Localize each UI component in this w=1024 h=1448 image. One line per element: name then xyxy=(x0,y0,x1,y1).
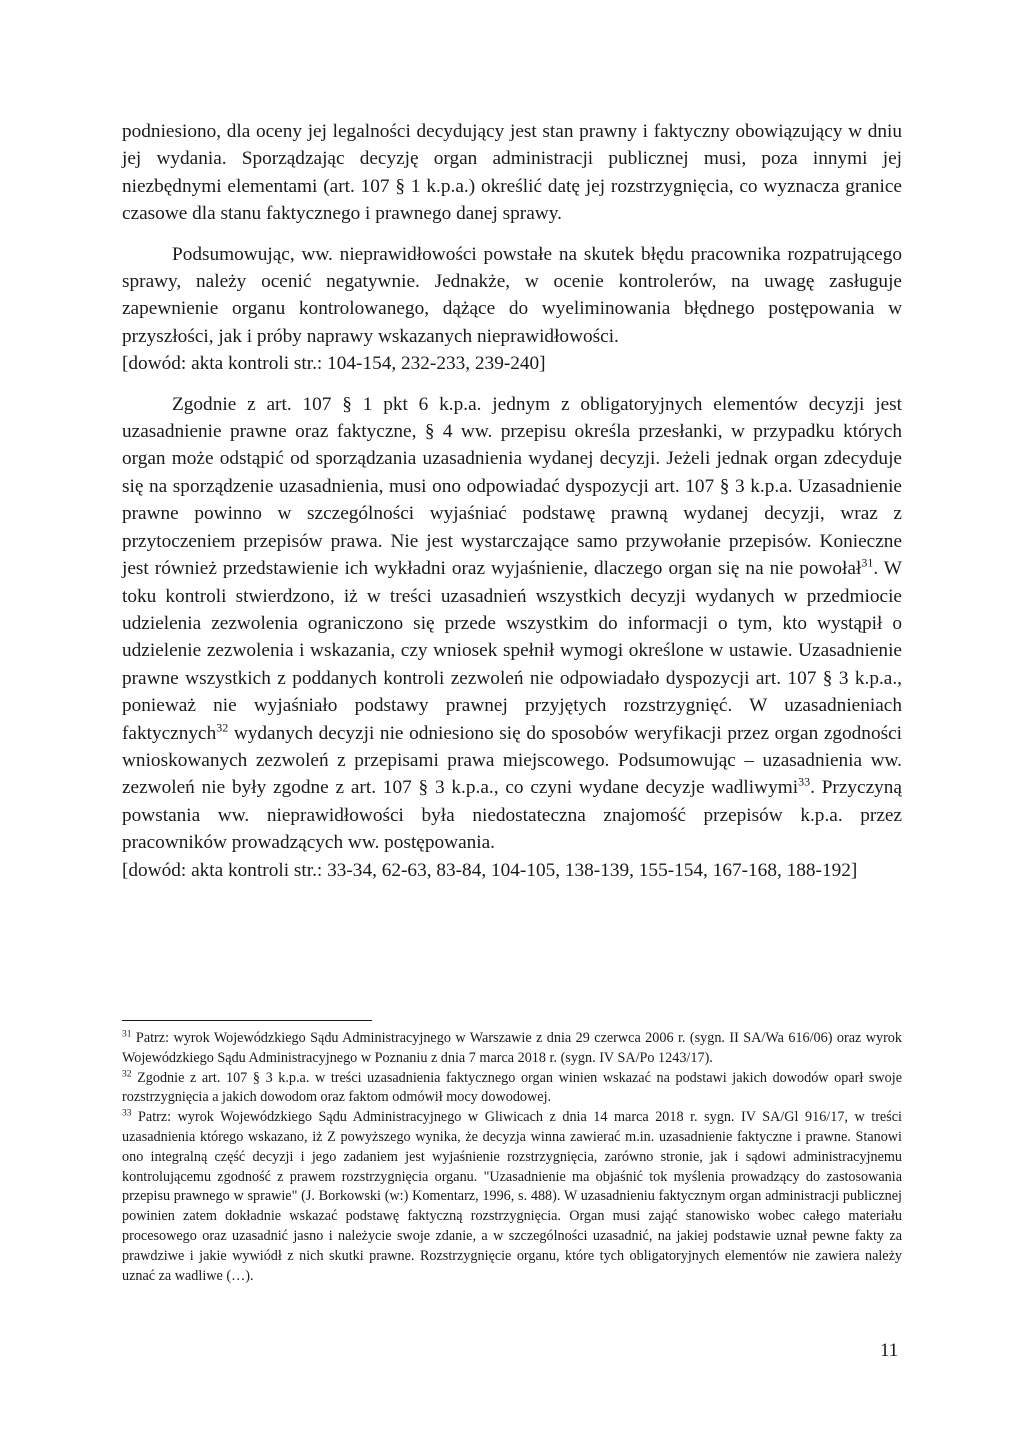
evidence-reference-2: [dowód: akta kontroli str.: 33-34, 62-63, 83-84, 104-105, 138-139, 155-154, 167-168, 188-192] xyxy=(122,859,858,881)
page-number: 11 xyxy=(880,1340,899,1361)
footnote-33-number: 33 xyxy=(122,1108,132,1119)
footnotes-section xyxy=(122,1020,902,1286)
paragraph-3 xyxy=(122,391,902,857)
footnote-32-number: 32 xyxy=(122,1068,132,1079)
footnote-ref-32[interactable]: 32 xyxy=(216,720,229,735)
footnote-32 xyxy=(122,1069,902,1109)
footnote-ref-33[interactable]: 33 xyxy=(798,774,811,789)
footnote-33-text: Patrz: wyrok Wojewódzkiego Sądu Administracyjnego w Gliwicach z dnia 14 marca 2018 r. sygn. IV SA/Gl 916/17, w treści uzasadnienia którego wskazano, iż Z powyższego wynika, że decyzja winna zawierać m.in. uzasadnienie faktyczne i prawne. Stanowi ono integralną część decyzji i jego zadaniem jest wyjaśnienie rozstrzygnięcia, zarówno stronie, jak i sądowi administracyjnemu kontrolującemu zgodność z prawem rozstrzygnięcia organu. "Uzasadnienie ma objaśnić tok myślenia prowadzący do zastosowania przepisu prawnego w sprawie" (J. Borkowski (w:) Komentarz, 1996, s. 488). W uzasadnieniu faktycznym organ administracji publicznej powinien zatem dokładnie wskazać podstawę faktyczną rozstrzygnięcia. Organ musi zająć stanowisko wobec całego materiału procesowego oraz uzasadnić jasno i należycie swoje zdanie, a w szczególności uzasadnić, na jakiej podstawie uznał pewne fakty za prawdziwe i jakie wywiódł z nich skutki prawne. Rozstrzygnięcie organu, które tych obligatoryjnych elementów nie zawiera należy uznać za wadliwe (…). xyxy=(122,1109,902,1284)
footnote-ref-31[interactable]: 31 xyxy=(861,555,874,570)
footnote-32-text: Zgodnie z art. 107 § 3 k.p.a. w treści uzasadnienia faktycznego organ winien wskazać na podstawi jakich dowodów oparł swoje rozstrzygnięcia a jakich dowodom oraz faktom odmówił mocy dowodowej. xyxy=(122,1069,902,1106)
footnote-31-text: Patrz: wyrok Wojewódzkiego Sądu Administracyjnego w Warszawie z dnia 29 czerwca 2006 r. (sygn. II SA/Wa 616/06) oraz wyrok Wojewódzkiego Sądu Administracyjnego w Poznaniu z dnia 7 marca 2018 r. (sygn. IV SA/Po 1243/17). xyxy=(122,1030,902,1066)
evidence-reference-1: [dowód: akta kontroli str.: 104-154, 232-233, 239-240] xyxy=(122,353,546,375)
paragraph-1: podniesiono, dla oceny jej legalności decydujący jest stan prawny i faktyczny obowiązujący w dniu jej wydania. Sporządzając decyzję organ administracji publicznej musi, poza innymi jej niezbędnymi elementami (art. 107 § 1 k.p.a.) określić datę jej rozstrzygnięcia, co wyznacza granice czasowe dla stanu faktycznego i prawnego danej sprawy. xyxy=(122,121,902,225)
footnote-31-number: 31 xyxy=(122,1029,132,1040)
paragraph-3-part-c: wydanych decyzji nie odniesiono się do sposobów weryfikacji przez organ zgodności wnioskowanych zezwoleń z przepisami prawa miejscowego. Podsumowując – uzasadnienia ww. zezwoleń nie były zgodne z art. 107 § 3 k.p.a., co czyni wydane decyzje wadliwymi xyxy=(122,722,902,799)
footnote-33 xyxy=(122,1108,902,1286)
footnote-31 xyxy=(122,1029,902,1069)
paragraph-3-part-d: . Przyczyną powstania ww. nieprawidłowości była niedostateczna znajomość przepisów k.p.a. przez pracowników prowadzących ww. postępowania. xyxy=(122,777,902,854)
document-body xyxy=(122,118,902,884)
footnote-separator xyxy=(122,1020,372,1021)
paragraph-3-part-b: . W toku kontroli stwierdzono, iż w treści uzasadnień wszystkich decyzji wydanych w przedmiocie udzielenia zezwolenia ograniczono się przede wszystkim do informacji o tym, kto wystąpił o udzielenie zezwolenia i wskazania, czy wniosek spełnił wymogi określone w ustawie. Uzasadnienie prawne wszystkich z poddanych kontroli zezwoleń nie odpowiadało dyspozycji art. 107 § 3 k.p.a., ponieważ nie wyjaśniało podstawy prawnej przyjętych rozstrzygnięć. W uzasadnieniach faktycznych xyxy=(122,558,903,744)
paragraph-3-part-a: Zgodnie z art. 107 § 1 pkt 6 k.p.a. jednym z obligatoryjnych elementów decyzji jest uzasadnienie prawne oraz faktyczne, § 4 ww. przepisu określa przesłanki, w przypadku których organ może odstąpić od sporządzania uzasadnienia wydanej decyzji. Jeżeli jednak organ zdecyduje się na sporządzenie uzasadnienia, musi ono odpowiadać dyspozycji art. 107 § 3 k.p.a. Uzasadnienie prawne powinno w szczególności wyjaśniać podstawę prawną wydanej decyzji, wraz z przytoczeniem przepisów prawa. Nie jest wystarczające samo przywołanie przepisów. Konieczne jest również przedstawienie ich wykładni oraz wyjaśnienie, dlaczego organ się na nie powołał xyxy=(122,393,902,580)
paragraph-2: Podsumowując, ww. nieprawidłowości powstałe na skutek błędu pracownika rozpatrującego sprawy, należy ocenić negatywnie. Jednakże, w ocenie kontrolerów, na uwagę zasługuje zapewnienie organu kontrolowanego, dążące do wyeliminowania błędnego postępowania w przyszłości, jak i próby naprawy wskazanych nieprawidłowości. xyxy=(122,243,902,347)
